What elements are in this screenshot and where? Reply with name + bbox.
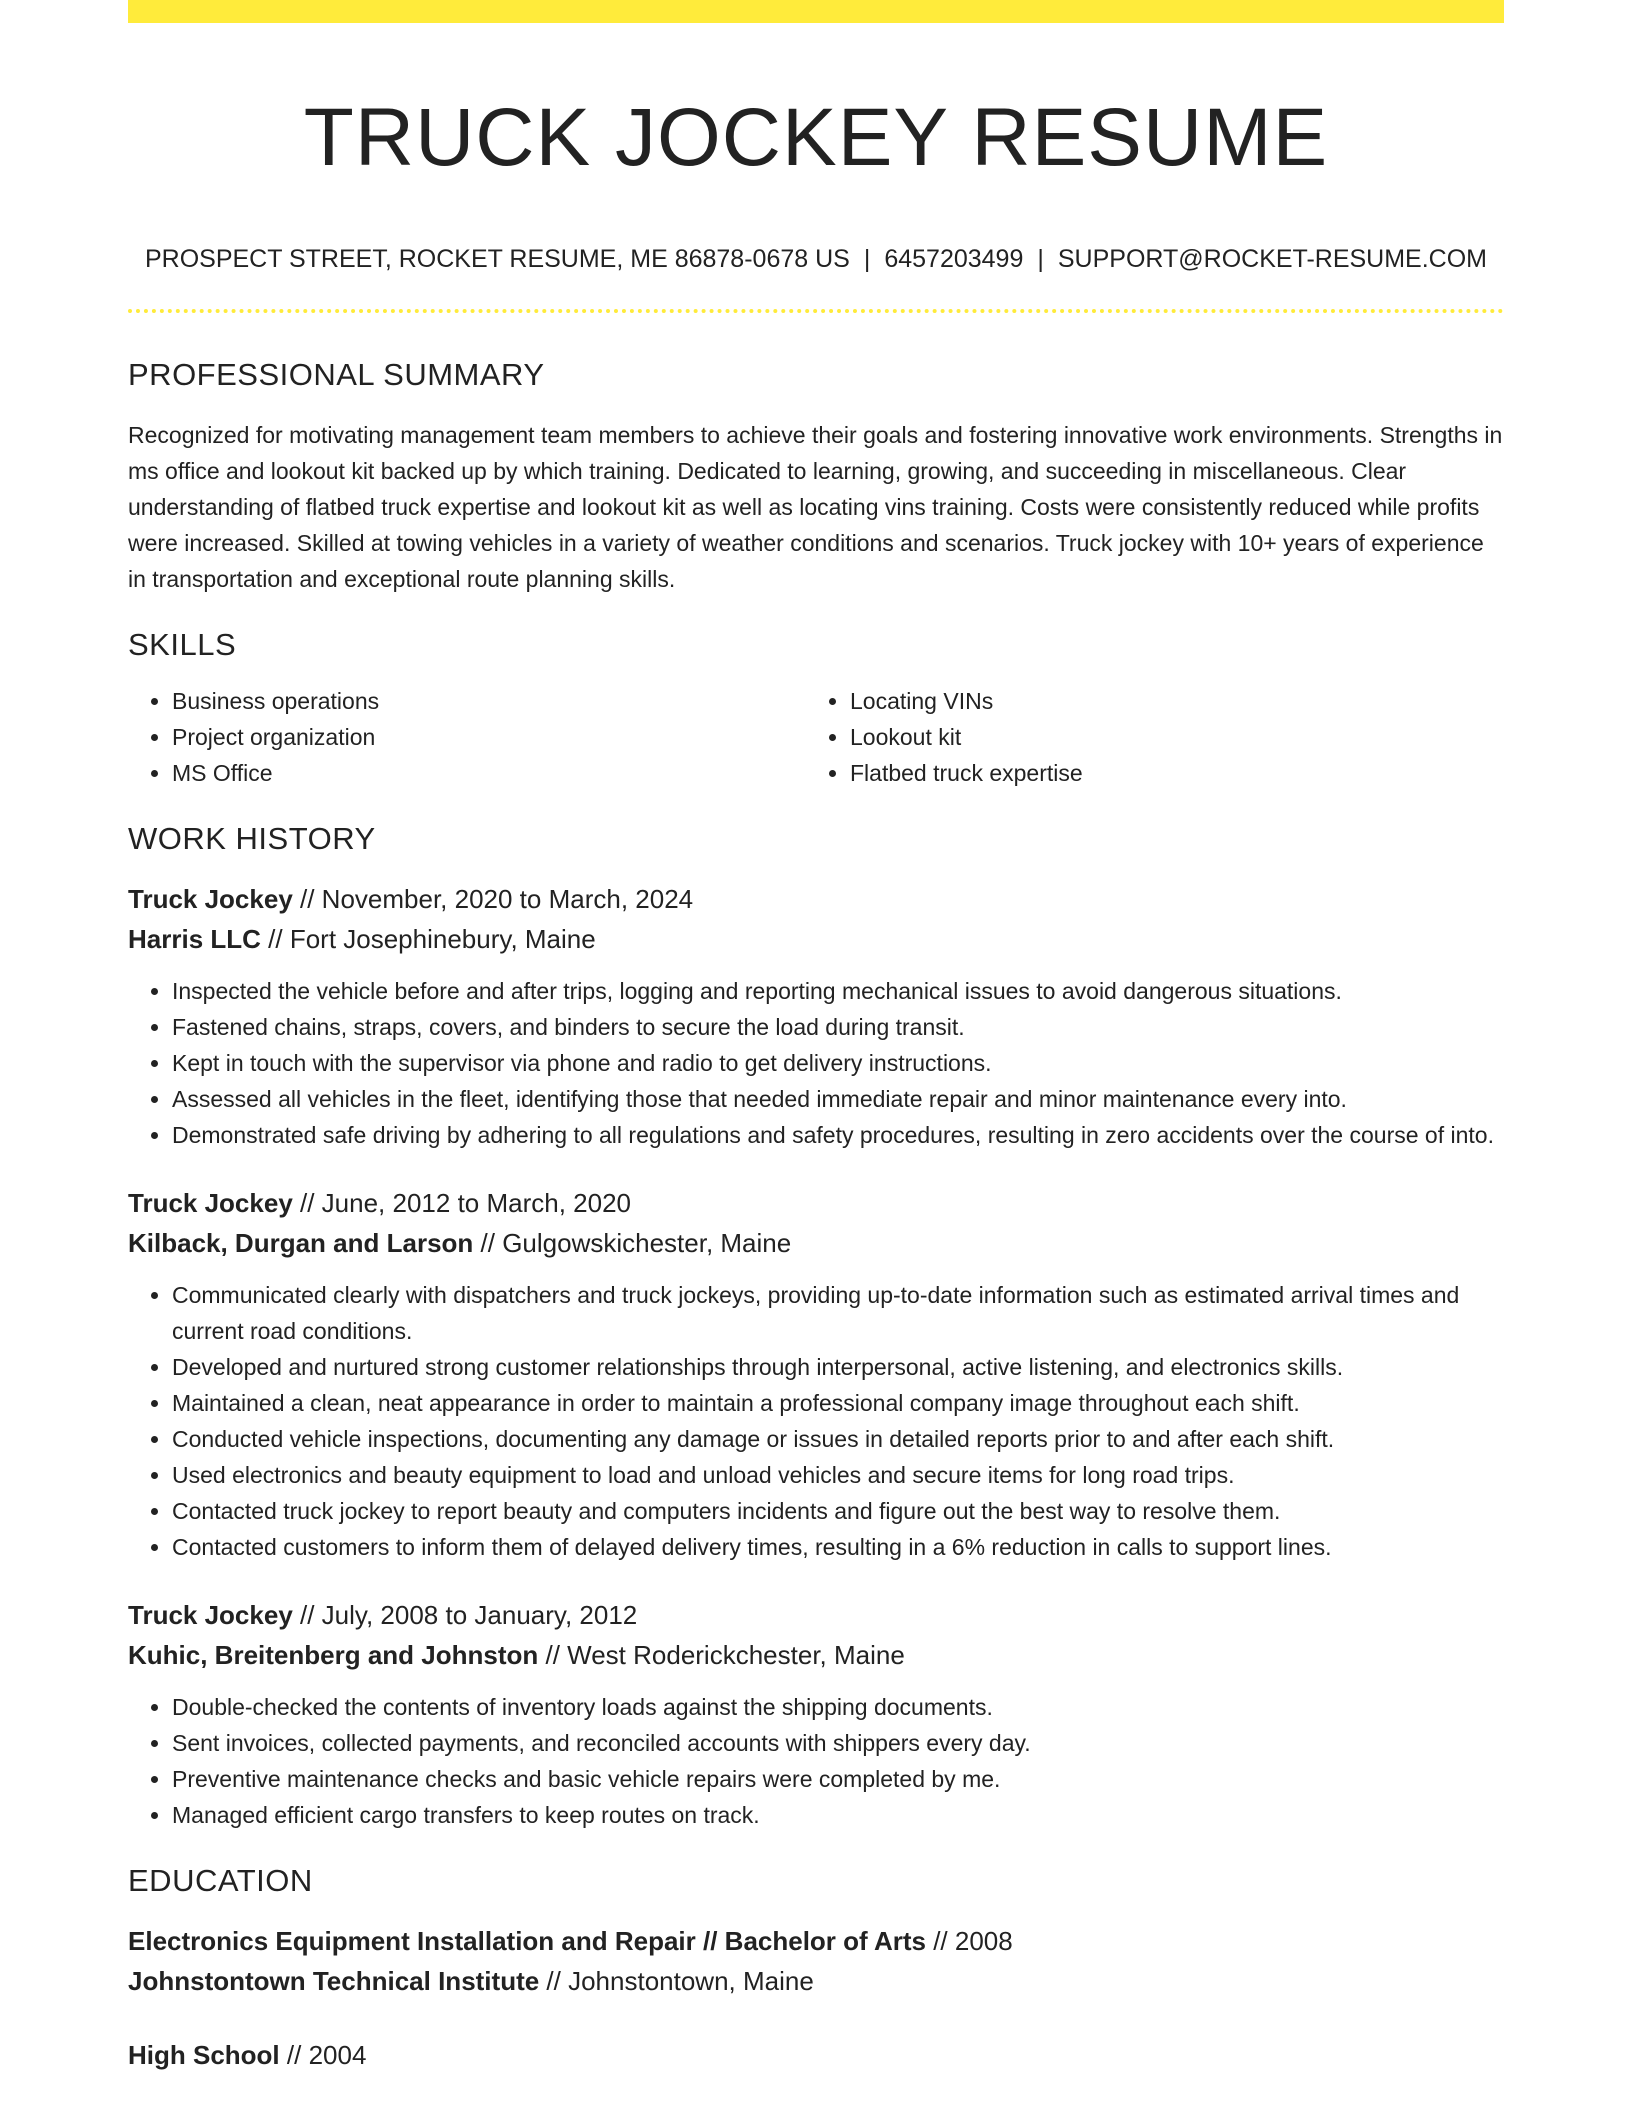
skills-list-right	[806, 683, 1484, 791]
education-degree-line	[128, 2035, 1504, 2075]
job-bullet: • Kept in touch with the supervisor via phone and radio to get delivery instructions.	[172, 1045, 1504, 1081]
job-bullet: • Contacted customers to inform them of delayed delivery times, resulting in a 6% reduction in calls to support lines.	[172, 1529, 1504, 1565]
job-bullets	[128, 973, 1504, 1153]
job-company: Harris LLC	[128, 924, 261, 954]
job-dates: // June, 2012 to March, 2020	[292, 1188, 631, 1218]
resume-title: TRUCK JOCKEY RESUME	[303, 92, 1329, 183]
job-bullet: • Preventive maintenance checks and basic vehicle repairs were completed by me.	[172, 1761, 1504, 1797]
job-entry	[128, 879, 1504, 1153]
contact-phone: 6457203499	[884, 245, 1024, 273]
job-company-line	[128, 1223, 1504, 1263]
job-bullet: • Fastened chains, straps, covers, and binders to secure the load during transit.	[172, 1009, 1504, 1045]
skills-list-left	[128, 683, 806, 791]
job-dates: // November, 2020 to March, 2024	[292, 884, 694, 914]
job-bullet: • Contacted truck jockey to report beauty and computers incidents and figure out the best way to resolve them.	[172, 1493, 1504, 1529]
skills-heading: SKILLS	[128, 627, 237, 662]
contact-separator: |	[1037, 245, 1044, 273]
resume-page	[128, 0, 1504, 2075]
education-degree-line	[128, 1921, 1504, 1961]
education-school: Johnstontown Technical Institute	[128, 1966, 540, 1996]
job-bullet: • Inspected the vehicle before and after trips, logging and reporting mechanical issues to avoid dangerous situations.	[172, 973, 1504, 1009]
job-title-line	[128, 879, 1504, 919]
contact-separator: |	[863, 245, 871, 273]
education-year: // 2004	[279, 2040, 367, 2070]
contact-address: PROSPECT STREET, ROCKET RESUME, ME 86878-0678 US	[144, 245, 850, 273]
job-bullet: • Double-checked the contents of inventory loads against the shipping documents.	[172, 1689, 1504, 1725]
job-company-line	[128, 1635, 1504, 1675]
contact-line	[128, 242, 1504, 276]
job-bullets	[128, 1277, 1504, 1565]
education-school-line	[128, 1961, 1504, 2001]
job-title: Truck Jockey	[128, 1188, 293, 1218]
job-dates: // July, 2008 to January, 2012	[292, 1600, 638, 1630]
skill-item: • Lookout kit	[850, 719, 1484, 755]
job-company-line	[128, 919, 1504, 959]
job-title: Truck Jockey	[128, 884, 293, 914]
skill-item: • Project organization	[172, 719, 806, 755]
job-entry	[128, 1183, 1504, 1565]
job-location: // Fort Josephinebury, Maine	[260, 924, 596, 954]
job-title: Truck Jockey	[128, 1600, 293, 1630]
job-bullet: • Managed efficient cargo transfers to keep routes on track.	[172, 1797, 1504, 1833]
job-bullets	[128, 1689, 1504, 1833]
job-location: // Gulgowskichester, Maine	[473, 1228, 792, 1258]
skill-item: • Business operations	[172, 683, 806, 719]
work-history-section	[128, 819, 1504, 1833]
work-history-heading: WORK HISTORY	[128, 821, 376, 856]
job-entry	[128, 1595, 1504, 1833]
summary-text: Recognized for motivating management team members to achieve their goals and fostering innovative work environments. Strengths in ms office and lookout kit backed up by which training. Dedicated to learning, growing, and succeeding in miscellaneous. Clear understanding of flatbed truck expertise and lookout kit as well as locating vins training. Costs were consistently reduced while profits were increased. Skilled at towing vehicles in a variety of weather conditions and scenarios. Truck jockey with 10+ years of experience in transportation and exceptional route planning skills.	[128, 422, 1503, 592]
education-degree: High School	[128, 2040, 280, 2070]
education-section	[128, 1861, 1504, 2075]
education-entry	[128, 1921, 1504, 2001]
skill-item: • Locating VINs	[850, 683, 1484, 719]
top-accent-bar	[128, 0, 1504, 23]
summary-heading: PROFESSIONAL SUMMARY	[128, 357, 545, 392]
job-company: Kuhic, Breitenberg and Johnston	[128, 1640, 539, 1670]
skills-section	[128, 625, 1504, 791]
dotted-divider	[128, 309, 1504, 313]
job-bullet: • Demonstrated safe driving by adhering to all regulations and safety procedures, resulting in zero accidents over the course of into.	[172, 1117, 1504, 1153]
summary-section	[128, 355, 1504, 597]
contact-email[interactable]: SUPPORT@ROCKET-RESUME.COM	[1057, 245, 1488, 273]
job-bullet: • Assessed all vehicles in the fleet, identifying those that needed immediate repair and minor maintenance every into.	[172, 1081, 1504, 1117]
education-heading: EDUCATION	[128, 1863, 313, 1898]
job-bullet: • Used electronics and beauty equipment to load and unload vehicles and secure items for long road trips.	[172, 1457, 1504, 1493]
job-bullet: • Communicated clearly with dispatchers and truck jockeys, providing up-to-date information such as estimated arrival times and current road conditions.	[172, 1277, 1504, 1349]
job-bullet: • Maintained a clean, neat appearance in order to maintain a professional company image throughout each shift.	[172, 1385, 1504, 1421]
job-title-line	[128, 1595, 1504, 1635]
job-location: // West Roderickchester, Maine	[538, 1640, 905, 1670]
skill-item: • MS Office	[172, 755, 806, 791]
job-title-line	[128, 1183, 1504, 1223]
education-location: // Johnstontown, Maine	[539, 1966, 814, 1996]
education-entry	[128, 2035, 1504, 2075]
skills-columns	[128, 683, 1504, 791]
education-degree: Electronics Equipment Installation and Repair // Bachelor of Arts	[128, 1926, 926, 1956]
job-bullet: • Conducted vehicle inspections, documenting any damage or issues in detailed reports prior to and after each shift.	[172, 1421, 1504, 1457]
education-year: // 2008	[925, 1926, 1013, 1956]
job-bullet: • Sent invoices, collected payments, and reconciled accounts with shippers every day.	[172, 1725, 1504, 1761]
job-bullet: • Developed and nurtured strong customer relationships through interpersonal, active listening, and electronics skills.	[172, 1349, 1504, 1385]
skill-item: • Flatbed truck expertise	[850, 755, 1484, 791]
job-company: Kilback, Durgan and Larson	[128, 1228, 474, 1258]
